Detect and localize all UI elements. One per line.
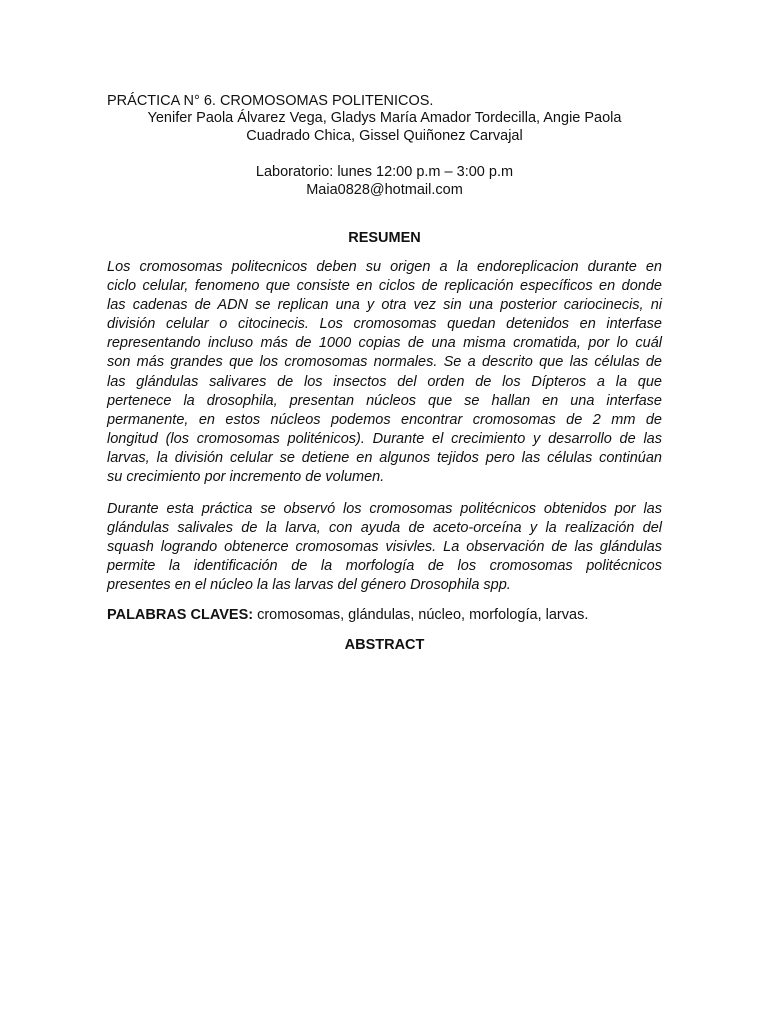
authors-line: Cuadrado Chica, Gissel Quiñonez Carvajal [246, 128, 523, 144]
paragraph-line: pertenece la drosophila, presentan núcleos que se hallan en una interfase [107, 392, 662, 409]
paragraph-line: presentes en el núcleo la las larvas del género Drosophila spp. [107, 577, 511, 594]
abstract-heading: ABSTRACT [344, 637, 425, 653]
paragraph-line: representando incluso más de 1000 copias de una misma cromatida, por lo cuál [107, 335, 662, 352]
paragraph-line: glándulas salivales de la larva, con ayuda de aceto-orceína y la realización del [107, 520, 662, 537]
keywords-text: cromosomas, glándulas, núcleo, morfología, larvas. [253, 607, 589, 623]
paragraph-line: las cadenas de ADN se replican una y otra vez sin una posterior cariocinecis, ni [107, 297, 662, 314]
paragraph-line: Los cromosomas politecnicos deben su origen a la endoreplicacion durante en [107, 259, 662, 275]
paragraph-line: longitud (los cromosomas politénicos). Durante el crecimiento y desarrollo de las [107, 430, 662, 447]
paragraph-line: permite la identificación de la morfología de los cromosomas politécnicos [107, 558, 662, 575]
resumen-paragraph-2 [107, 500, 662, 595]
authors-block [107, 109, 662, 145]
resumen-heading: RESUMEN [348, 230, 421, 246]
paragraph-line: Durante esta práctica se observó los cromosomas politécnicos obtenidos por las [107, 501, 662, 517]
keywords-line [107, 606, 662, 624]
paragraph-line: las glándulas salivares de los insectos del orden de los Dípteros a la que [107, 373, 662, 390]
paragraph-line: su crecimiento por incremento de volumen. [107, 469, 385, 486]
paragraph-line: squash logrando obtenerce cromosomas visivles. La observación de las glándulas [107, 539, 662, 556]
keywords-label: PALABRAS CLAVES: [107, 607, 254, 623]
paragraph-line: son más grandes que los cromosomas normales. Se a descrito que las células de [107, 354, 662, 371]
lab-schedule: Laboratorio: lunes 12:00 p.m – 3:00 p.m [255, 164, 514, 180]
contact-email: Maia0828@hotmail.com [306, 182, 463, 198]
paragraph-line: larvas, la división celular se detiene en algunos tejidos pero las células continúan [107, 449, 662, 466]
paragraph-line: ciclo celular, fenomeno que consiste en ciclos de replicación específicos en donde [107, 278, 662, 295]
authors-line: Yenifer Paola Álvarez Vega, Gladys María Amador Tordecilla, Angie Paola [147, 110, 622, 126]
paragraph-line: permanente, en estos núcleos podemos encontrar cromosomas de 2 mm de [107, 411, 662, 428]
lab-info-block [107, 163, 662, 199]
paragraph-line: división celular o citocinecis. Los cromosomas quedan detenidos en interfase [107, 316, 662, 333]
resumen-paragraph-1 [107, 258, 662, 487]
document-title: PRÁCTICA N° 6. CROMOSOMAS POLITENICOS. [107, 93, 434, 109]
